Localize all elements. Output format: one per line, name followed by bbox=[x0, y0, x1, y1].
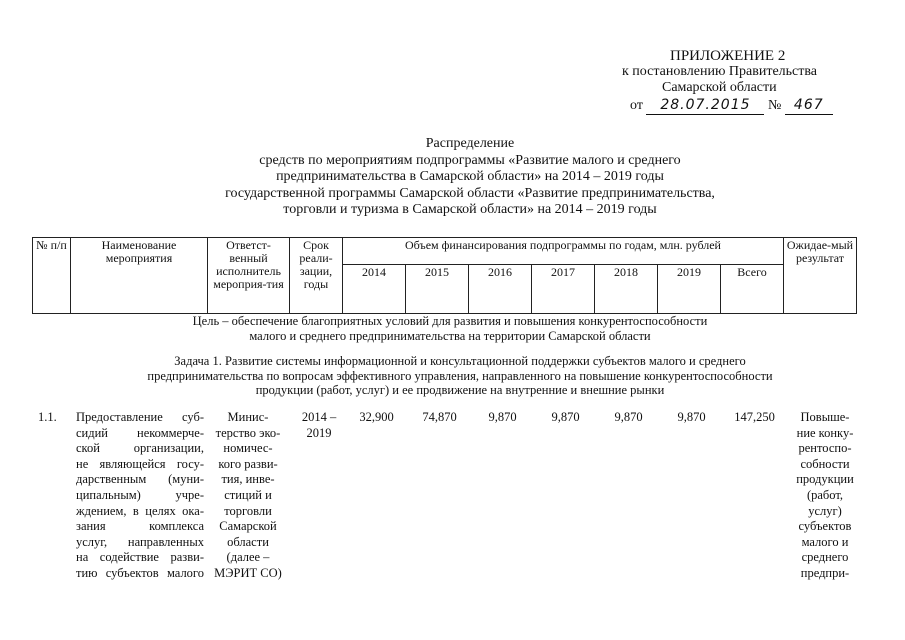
col-term-header: Срок реали-зации, годы bbox=[290, 238, 343, 314]
title-line-4: государственной программы Самарской области «Развитие предпринимательства, bbox=[225, 185, 715, 201]
title-line-5: торговли и туризма в Самарской области» на 2014 – 2019 годы bbox=[283, 202, 657, 217]
value-2019: 9,870 bbox=[677, 410, 706, 424]
handwritten-number: 467 bbox=[793, 97, 824, 113]
executor-line: Самарской bbox=[219, 519, 277, 534]
number-field bbox=[785, 97, 833, 115]
name-line: ждением, в целях ока- bbox=[76, 503, 204, 518]
result-line: субъектов bbox=[798, 519, 852, 534]
executor-line: (далее – bbox=[226, 550, 270, 565]
appendix-date-line bbox=[600, 97, 900, 115]
col-financing-header: Объем финансирования подпрограммы по годам, млн. рублей bbox=[343, 238, 784, 265]
goal-line-1: Цель – обеспечение благоприятных условий для развития и повышения конкурентоспособности bbox=[192, 314, 708, 328]
handwritten-date: 28.07.2015 bbox=[660, 97, 751, 113]
value-2015: 74,870 bbox=[422, 410, 457, 424]
year-header: 2015 bbox=[406, 265, 469, 314]
result-line: предпри- bbox=[800, 565, 850, 580]
executor-line: тия, инве- bbox=[221, 472, 275, 487]
task-line-3: продукции (работ, услуг) и ее продвижение на внутренние и внешние рынки bbox=[255, 383, 665, 397]
executor-line: стиций и bbox=[224, 487, 272, 502]
result-line: малого и bbox=[801, 534, 849, 549]
name-line: на содействие разви- bbox=[76, 550, 204, 565]
name-line: дарственным (муни- bbox=[76, 472, 204, 487]
title-line-3: предпринимательства в Самарской области» на 2014 – 2019 годы bbox=[276, 169, 664, 184]
appendix-line-3: Самарской области bbox=[662, 80, 777, 95]
result-line: собности bbox=[800, 456, 850, 471]
year-header: 2019 bbox=[658, 265, 721, 314]
goal-text bbox=[100, 314, 800, 343]
col-executor-header: Ответст-венный исполнитель мероприя-тия bbox=[208, 238, 290, 314]
name-line: Предоставление суб- bbox=[76, 410, 204, 424]
date-field bbox=[646, 97, 764, 115]
appendix-line-2: к постановлению Правительства bbox=[622, 64, 818, 79]
value-2018: 9,870 bbox=[614, 410, 643, 424]
year-header: 2014 bbox=[343, 265, 406, 314]
name-line: ципальным) учре- bbox=[76, 487, 204, 502]
task-line-2: предпринимательства по вопросам эффективного управления, направленного на повышение конкурентоспособности bbox=[147, 368, 773, 383]
name-line: ской организации, bbox=[76, 441, 204, 456]
executor-line: номичес- bbox=[223, 441, 273, 456]
col-num-header: № п/п bbox=[33, 238, 71, 314]
year-header: 2016 bbox=[469, 265, 532, 314]
financing-table-header bbox=[32, 237, 857, 314]
result-line: услуг) bbox=[808, 503, 842, 518]
row-executor bbox=[208, 410, 288, 582]
from-label: от bbox=[630, 98, 643, 113]
number-label: № bbox=[767, 98, 782, 113]
title-line-2: средств по мероприятиям подпрограммы «Развитие малого и среднего bbox=[259, 152, 681, 168]
term-line: 2014 – bbox=[301, 410, 337, 424]
name-line: не являющейся госу- bbox=[76, 456, 204, 471]
result-line: среднего bbox=[801, 550, 849, 565]
result-line: Повыше- bbox=[800, 410, 850, 424]
row-number: 1.1. bbox=[38, 410, 57, 424]
executor-line: торговли bbox=[224, 503, 272, 518]
task-line-1: Задача 1. Развитие системы информационной и консультационной поддержки субъектов малого и среднего bbox=[174, 354, 746, 368]
result-line: продукции bbox=[796, 472, 854, 487]
executor-line: Минис- bbox=[227, 410, 269, 424]
value-2014: 32,900 bbox=[359, 410, 394, 424]
row-result bbox=[790, 410, 860, 582]
appendix-block bbox=[600, 48, 900, 115]
total-header: Всего bbox=[721, 265, 784, 314]
col-name-header: Наименование мероприятия bbox=[71, 238, 208, 314]
executor-line: МЭРИТ СО) bbox=[214, 565, 282, 580]
value-2017: 9,870 bbox=[551, 410, 580, 424]
value-2016: 9,870 bbox=[488, 410, 517, 424]
name-line: сидий некоммерче- bbox=[76, 425, 204, 440]
row-term bbox=[291, 410, 347, 441]
col-result-header: Ожидае-мый результат bbox=[784, 238, 857, 314]
title-line-1: Распределение bbox=[425, 136, 515, 151]
task-text bbox=[80, 354, 840, 398]
year-header: 2017 bbox=[532, 265, 595, 314]
name-line: услуг, направленных bbox=[76, 534, 204, 549]
term-line: 2019 bbox=[306, 425, 332, 440]
result-line: ние конку- bbox=[796, 425, 854, 440]
name-line: зания комплекса bbox=[76, 519, 204, 534]
name-line: тию субъектов малого bbox=[76, 565, 204, 580]
executor-line: кого разви- bbox=[218, 456, 278, 471]
appendix-title: ПРИЛОЖЕНИЕ 2 bbox=[670, 48, 786, 64]
value-total: 147,250 bbox=[734, 410, 775, 424]
goal-line-2: малого и среднего предпринимательства на территории Самарской области bbox=[249, 328, 651, 343]
executor-line: терство эко- bbox=[215, 425, 281, 440]
result-line: (работ, bbox=[806, 487, 844, 502]
row-name bbox=[76, 410, 204, 582]
result-line: рентоспо- bbox=[798, 441, 852, 456]
year-header: 2018 bbox=[595, 265, 658, 314]
document-title bbox=[120, 136, 820, 219]
executor-line: области bbox=[227, 534, 269, 549]
